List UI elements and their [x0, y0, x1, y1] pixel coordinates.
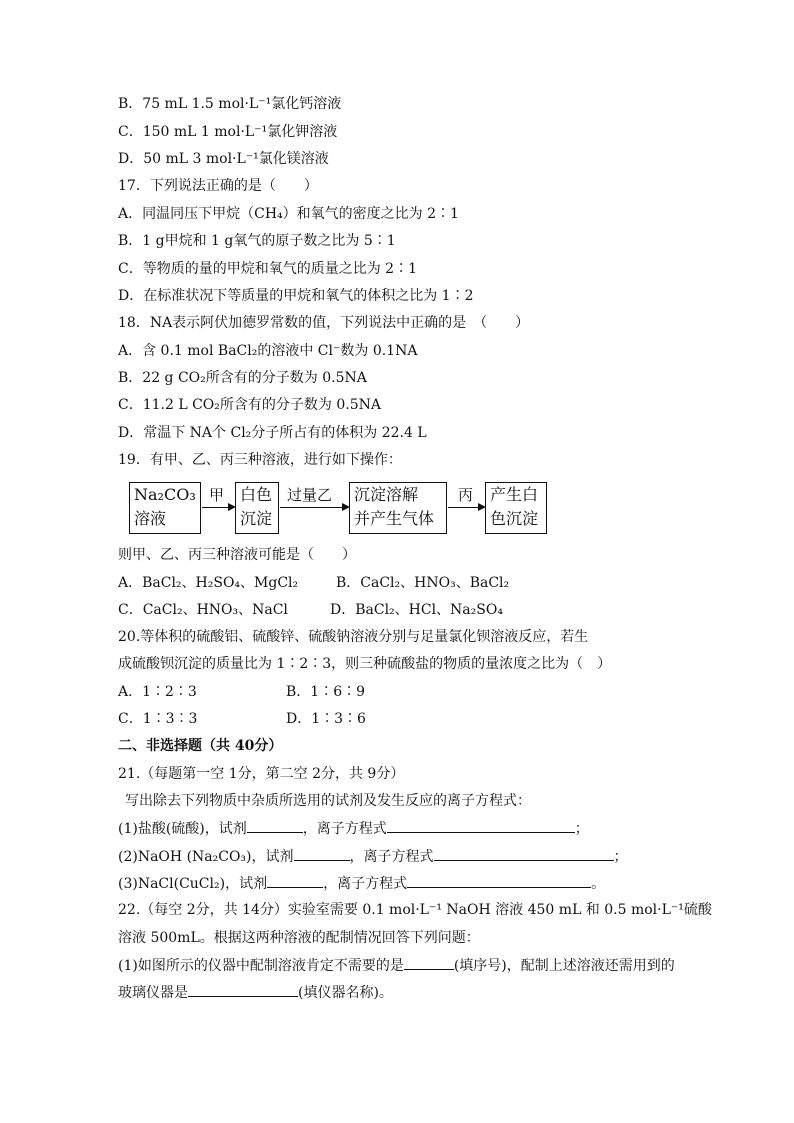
q21-item-2	[118, 846, 628, 867]
flow-box-white-precipitate	[235, 482, 279, 534]
q22-part-1-number-blank[interactable]	[404, 955, 454, 970]
q21-item-1-prefix: (1)盐酸(硫酸)，试剂	[118, 821, 247, 837]
q22-part-1-text-3: 玻璃仪器是	[118, 985, 188, 1001]
q22-part-1-text-2: (填序号)，配制上述溶液还需用到的	[453, 958, 675, 974]
q21-item-3-end: 。	[591, 876, 606, 892]
q21-item-3-equation-blank[interactable]	[407, 873, 591, 888]
flow-arrow-1	[202, 507, 234, 508]
q16-option-b: B．75 mL 1.5 mol·L⁻¹氯化钙溶液	[118, 96, 342, 112]
flow-label-jia: 甲	[209, 486, 225, 504]
flow-box-dissolve-gas-line2: 并产生气体	[354, 509, 435, 528]
q19-option-d: D．BaCl₂、HCl、Na₂SO₄	[330, 602, 503, 618]
q21-item-1	[118, 818, 589, 839]
q19-stem: 19．有甲、乙、丙三种溶液，进行如下操作：	[118, 452, 402, 468]
flow-box-white-precipitate-line1: 白色	[240, 485, 273, 504]
q22-stem-line2: 溶液 500mL。根据这两种溶液的配制情况回答下列问题：	[118, 930, 480, 946]
flow-box-na2co3-line2: 溶液	[134, 509, 167, 528]
q21-item-3-prefix: (3)NaCl(CuCl₂)，试剂	[118, 876, 268, 892]
q21-item-3-reagent-blank[interactable]	[267, 873, 323, 888]
q22-part-1-text-4: (填仪器名称)。	[298, 985, 393, 1001]
q17-option-d: D．在标准状况下等质量的甲烷和氧气的体积之比为 1∶2	[118, 288, 474, 304]
q16-option-d: D．50 mL 3 mol·L⁻¹氯化镁溶液	[118, 151, 329, 167]
q17-option-c: C．等物质的量的甲烷和氧气的质量之比为 2∶1	[118, 261, 417, 277]
flow-box-white-precipitate-2-line1: 产生白	[490, 485, 539, 504]
q20-stem-line2: 成硫酸钡沉淀的质量比为 1∶2∶3，则三种硫酸盐的物质的量浓度之比为（ ）	[118, 656, 612, 672]
flow-box-white-precipitate-2	[485, 482, 547, 534]
q17-stem: 17．下列说法正确的是（ ）	[118, 178, 318, 194]
section-2-heading: 二、非选择题（共 40分）	[118, 738, 283, 754]
flow-box-white-precipitate-2-line2: 色沉淀	[490, 509, 539, 528]
flow-label-bing: 丙	[458, 486, 474, 504]
q21-item-3-middle: ，离子方程式	[323, 876, 408, 892]
q19-question: 则甲、乙、丙三种溶液可能是（ ）	[118, 547, 356, 563]
flow-arrow-3	[448, 507, 484, 508]
q18-option-b: B．22 g CO₂所含有的分子数为 0.5NA	[118, 370, 367, 386]
q21-item-1-end: ；	[574, 821, 589, 837]
q21-item-1-middle: ，离子方程式	[302, 821, 387, 837]
q19-option-a: A．BaCl₂、H₂SO₄、MgCl₂	[118, 575, 299, 591]
q20-option-a: A．1∶2∶3	[118, 684, 197, 700]
q18-option-d: D．常温下 NA个 Cl₂分子所占有的体积为 22.4 L	[118, 425, 427, 441]
q22-part-1-instrument-blank[interactable]	[188, 982, 298, 997]
q18-stem: 18．NA表示阿伏加德罗常数的值，下列说法中正确的是 （ ）	[118, 315, 530, 331]
q21-item-1-equation-blank[interactable]	[387, 818, 575, 833]
q21-item-2-middle: ，离子方程式	[349, 849, 434, 865]
flow-box-dissolve-gas-line1: 沉淀溶解	[354, 485, 419, 504]
q22-part-1-text: (1)如图所示的仪器中配制溶液肯定不需要的是	[118, 958, 404, 974]
q21-intro: 写出除去下列物质中杂质所选用的试剂及发生反应的离子方程式：	[125, 793, 531, 809]
q21-item-2-equation-blank[interactable]	[434, 846, 614, 861]
q22-stem-line1: 22.（每空 2分，共 14分）实验室需要 0.1 mol·L⁻¹ NaOH 溶液 450 mL 和 0.5 mol·L⁻¹硫酸	[118, 902, 712, 918]
q18-option-a: A．含 0.1 mol BaCl₂的溶液中 Cl⁻数为 0.1NA	[118, 343, 418, 359]
flow-box-na2co3	[129, 482, 201, 534]
q17-option-b: B．1 g甲烷和 1 g氧气的原子数之比为 5∶1	[118, 233, 396, 249]
q20-stem-line1: 20.等体积的硫酸铝、硫酸锌、硫酸钠溶液分别与足量氯化钡溶液反应，若生	[118, 629, 589, 645]
q21-item-3	[118, 873, 605, 894]
flow-box-dissolve-gas	[349, 482, 447, 534]
q21-item-1-reagent-blank[interactable]	[247, 818, 303, 833]
q22-part-1-line1	[118, 955, 675, 976]
q20-option-c: C．1∶3∶3	[118, 711, 198, 727]
q17-option-a: A．同温同压下甲烷（CH₄）和氧气的密度之比为 2∶1	[118, 206, 459, 222]
q21-item-2-prefix: (2)NaOH (Na₂CO₃)，试剂	[118, 849, 294, 865]
q21-item-2-reagent-blank[interactable]	[294, 846, 350, 861]
q22-part-1-line2	[118, 982, 393, 1003]
flow-box-white-precipitate-line2: 沉淀	[240, 509, 273, 528]
flow-arrow-2	[280, 507, 348, 508]
q19-option-c: C．CaCl₂、HNO₃、NaCl	[118, 602, 288, 618]
q20-option-b: B．1∶6∶9	[286, 684, 366, 700]
q16-option-c: C．150 mL 1 mol·L⁻¹氯化钾溶液	[118, 124, 338, 140]
q21-item-2-end: ；	[613, 849, 628, 865]
q19-option-b: B．CaCl₂、HNO₃、BaCl₂	[336, 575, 510, 591]
flow-box-na2co3-line1: Na₂CO₃	[134, 485, 196, 504]
flow-label-excess-yi: 过量乙	[287, 486, 333, 504]
q20-option-d: D．1∶3∶6	[286, 711, 366, 727]
q21-stem: 21.（每题第一空 1分，第二空 2分，共 9分）	[118, 766, 405, 782]
q18-option-c: C．11.2 L CO₂所含有的分子数为 0.5NA	[118, 397, 381, 413]
